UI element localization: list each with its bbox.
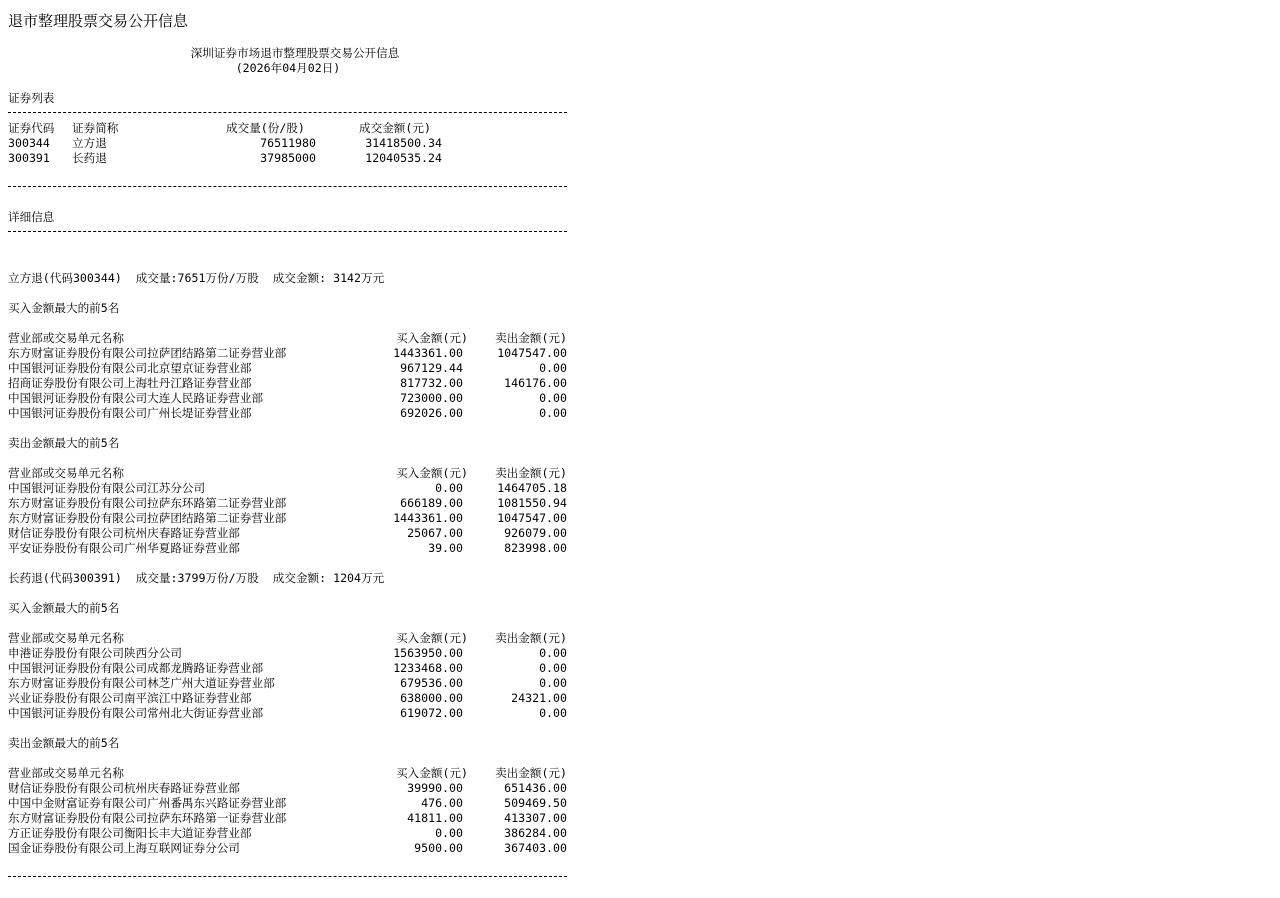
buy-amount: 679536.00 bbox=[400, 675, 463, 690]
table-header-buy: 买入金额(元) bbox=[396, 630, 468, 645]
buy-amount: 39990.00 bbox=[407, 780, 463, 795]
table-header-buy: 买入金额(元) bbox=[396, 330, 468, 345]
sell-amount: 0.00 bbox=[539, 360, 567, 375]
list-header: 证券简称 bbox=[72, 120, 119, 135]
security-volume: 76511980 bbox=[260, 135, 316, 150]
buy-amount: 0.00 bbox=[435, 825, 463, 840]
sell-top5-label: 卖出金额最大的前5名 bbox=[8, 435, 120, 450]
buy-amount: 476.00 bbox=[421, 795, 463, 810]
table-header-name: 营业部或交易单元名称 bbox=[8, 630, 124, 645]
sell-amount: 0.00 bbox=[539, 705, 567, 720]
broker-name: 申港证券股份有限公司陕西分公司 bbox=[8, 645, 182, 660]
buy-amount: 666189.00 bbox=[400, 495, 463, 510]
table-header-buy: 买入金额(元) bbox=[396, 465, 468, 480]
list-header: 证券代码 bbox=[8, 120, 55, 135]
sell-top5-label: 卖出金额最大的前5名 bbox=[8, 735, 120, 750]
broker-name: 中国银河证券股份有限公司广州长堤证券营业部 bbox=[8, 405, 252, 420]
table-header-buy: 买入金额(元) bbox=[396, 765, 468, 780]
page-title: 退市整理股票交易公开信息 bbox=[8, 12, 189, 30]
security-volume: 37985000 bbox=[260, 150, 316, 165]
broker-name: 方正证券股份有限公司衡阳长丰大道证券营业部 bbox=[8, 825, 252, 840]
security-name: 长药退 bbox=[72, 150, 107, 165]
sell-amount: 0.00 bbox=[539, 660, 567, 675]
divider bbox=[8, 186, 567, 187]
sell-amount: 926079.00 bbox=[504, 525, 567, 540]
buy-amount: 1233468.00 bbox=[393, 660, 463, 675]
broker-name: 兴业证券股份有限公司南平滨江中路证券营业部 bbox=[8, 690, 252, 705]
broker-name: 平安证券股份有限公司广州华夏路证券营业部 bbox=[8, 540, 240, 555]
buy-amount: 25067.00 bbox=[407, 525, 463, 540]
report-date: (2026年04月02日) bbox=[235, 60, 341, 75]
sell-amount: 386284.00 bbox=[504, 825, 567, 840]
buy-amount: 619072.00 bbox=[400, 705, 463, 720]
table-header-name: 营业部或交易单元名称 bbox=[8, 330, 124, 345]
broker-name: 中国银河证券股份有限公司常州北大街证券营业部 bbox=[8, 705, 264, 720]
sell-amount: 146176.00 bbox=[504, 375, 567, 390]
sell-amount: 651436.00 bbox=[504, 780, 567, 795]
sell-amount: 1464705.18 bbox=[497, 480, 567, 495]
buy-amount: 1563950.00 bbox=[393, 645, 463, 660]
buy-amount: 39.00 bbox=[428, 540, 463, 555]
buy-amount: 723000.00 bbox=[400, 390, 463, 405]
list-header: 成交量(份/股) bbox=[226, 120, 305, 135]
buy-amount: 41811.00 bbox=[407, 810, 463, 825]
buy-amount: 0.00 bbox=[435, 480, 463, 495]
section-label-details: 详细信息 bbox=[8, 209, 55, 224]
security-amount: 31418500.34 bbox=[365, 135, 442, 150]
buy-amount: 638000.00 bbox=[400, 690, 463, 705]
sell-amount: 1047547.00 bbox=[497, 345, 567, 360]
buy-top5-label: 买入金额最大的前5名 bbox=[8, 300, 120, 315]
buy-amount: 1443361.00 bbox=[393, 345, 463, 360]
table-header-sell: 卖出金额(元) bbox=[495, 765, 567, 780]
buy-amount: 9500.00 bbox=[414, 840, 463, 855]
divider bbox=[8, 231, 567, 232]
list-header: 成交金额(元) bbox=[359, 120, 431, 135]
sell-amount: 509469.50 bbox=[504, 795, 567, 810]
report-heading: 深圳证券市场退市整理股票交易公开信息 bbox=[190, 45, 400, 60]
sell-amount: 24321.00 bbox=[511, 690, 567, 705]
broker-name: 东方财富证券股份有限公司拉萨团结路第二证券营业部 bbox=[8, 510, 287, 525]
sell-amount: 0.00 bbox=[539, 390, 567, 405]
broker-name: 东方财富证券股份有限公司拉萨东环路第二证券营业部 bbox=[8, 495, 287, 510]
divider bbox=[8, 876, 567, 877]
table-header-name: 营业部或交易单元名称 bbox=[8, 465, 124, 480]
broker-name: 财信证券股份有限公司杭州庆春路证券营业部 bbox=[8, 525, 240, 540]
broker-name: 东方财富证券股份有限公司拉萨团结路第二证券营业部 bbox=[8, 345, 287, 360]
sell-amount: 0.00 bbox=[539, 675, 567, 690]
sell-amount: 0.00 bbox=[539, 405, 567, 420]
broker-name: 中国银河证券股份有限公司北京望京证券营业部 bbox=[8, 360, 252, 375]
security-name: 立方退 bbox=[72, 135, 107, 150]
table-header-sell: 卖出金额(元) bbox=[495, 330, 567, 345]
broker-name: 国金证券股份有限公司上海互联网证券分公司 bbox=[8, 840, 240, 855]
broker-name: 中国银河证券股份有限公司大连人民路证券营业部 bbox=[8, 390, 264, 405]
buy-amount: 692026.00 bbox=[400, 405, 463, 420]
security-amount: 12040535.24 bbox=[365, 150, 442, 165]
stock-summary: 立方退(代码300344) 成交量:7651万份/万股 成交金额: 3142万元 bbox=[8, 270, 385, 285]
sell-amount: 1081550.94 bbox=[497, 495, 567, 510]
buy-amount: 817732.00 bbox=[400, 375, 463, 390]
buy-amount: 1443361.00 bbox=[393, 510, 463, 525]
broker-name: 招商证券股份有限公司上海牡丹江路证券营业部 bbox=[8, 375, 252, 390]
sell-amount: 367403.00 bbox=[504, 840, 567, 855]
table-header-sell: 卖出金额(元) bbox=[495, 465, 567, 480]
section-label-securities: 证券列表 bbox=[8, 90, 55, 105]
security-code: 300391 bbox=[8, 150, 50, 165]
buy-amount: 967129.44 bbox=[400, 360, 463, 375]
broker-name: 中国银河证券股份有限公司江苏分公司 bbox=[8, 480, 206, 495]
sell-amount: 1047547.00 bbox=[497, 510, 567, 525]
broker-name: 中国银河证券股份有限公司成都龙腾路证券营业部 bbox=[8, 660, 264, 675]
broker-name: 财信证券股份有限公司杭州庆春路证券营业部 bbox=[8, 780, 240, 795]
sell-amount: 413307.00 bbox=[504, 810, 567, 825]
stock-summary: 长药退(代码300391) 成交量:3799万份/万股 成交金额: 1204万元 bbox=[8, 570, 385, 585]
table-header-name: 营业部或交易单元名称 bbox=[8, 765, 124, 780]
divider bbox=[8, 112, 567, 113]
buy-top5-label: 买入金额最大的前5名 bbox=[8, 600, 120, 615]
broker-name: 东方财富证券股份有限公司拉萨东环路第一证券营业部 bbox=[8, 810, 287, 825]
sell-amount: 0.00 bbox=[539, 645, 567, 660]
broker-name: 东方财富证券股份有限公司林芝广州大道证券营业部 bbox=[8, 675, 275, 690]
security-code: 300344 bbox=[8, 135, 50, 150]
broker-name: 中国中金财富证券有限公司广州番禺东兴路证券营业部 bbox=[8, 795, 287, 810]
sell-amount: 823998.00 bbox=[504, 540, 567, 555]
table-header-sell: 卖出金额(元) bbox=[495, 630, 567, 645]
